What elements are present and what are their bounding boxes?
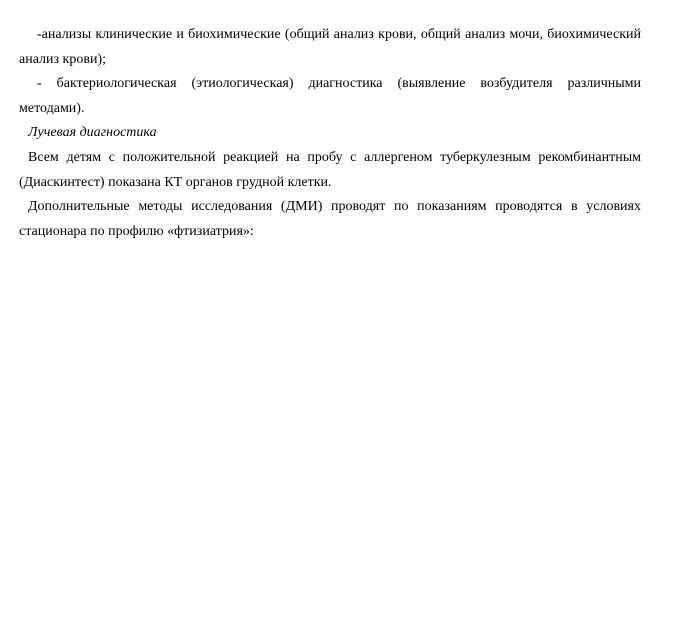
paragraph-bacteriological-diagnostics: - бактериологическая (этиологическая) диагностика (выявление возбудителя различными методами). xyxy=(19,76,641,116)
paragraph-lab-analyses: -анализы клинические и биохимические (общий анализ крови, общий анализ мочи, биохимический анализ крови); xyxy=(19,27,641,67)
document-page xyxy=(19,23,641,244)
paragraph-additional-methods: Дополнительные методы исследования (ДМИ) проводят по показаниям проводятся в условиях стационара по профилю «фтизиатрия»: xyxy=(19,199,641,239)
section-heading-radiology: Лучевая диагностика xyxy=(28,125,157,141)
paragraph-ct-indication: Всем детям с положительной реакцией на пробу с аллергеном туберкулезным рекомбинантным (Диаскинтест) показана КТ органов грудной клетки. xyxy=(19,149,641,190)
